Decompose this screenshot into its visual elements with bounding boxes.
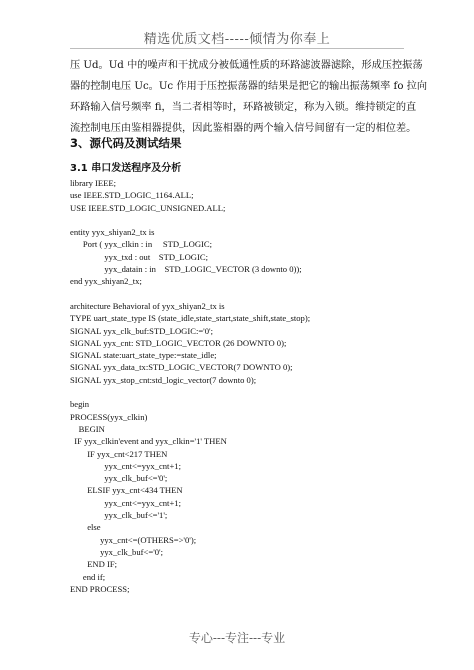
code-line: yyx_txd : out STD_LOGIC; <box>70 251 208 262</box>
code-line: SIGNAL yyx_stop_cnt:std_logic_vector(7 downto 0); <box>70 374 257 385</box>
code-line: PROCESS(yyx_clkin) <box>70 411 148 422</box>
code-line: yyx_cnt<=yyx_cnt+1; <box>70 497 181 508</box>
code-line: begin <box>70 399 90 410</box>
code-line: SIGNAL yyx_cnt: STD_LOGIC_VECTOR (26 DOWNTO 0); <box>70 337 287 348</box>
page-footer: 专心---专注---专业 <box>188 631 286 645</box>
paragraph-line: 环路输入信号频率 fi，当二者相等时，环路被锁定，称为入锁。维持锁定的直 <box>70 102 417 113</box>
code-line <box>70 386 410 398</box>
code-line: yyx_clk_buf<='0'; <box>70 546 163 557</box>
code-line: ELSIF yyx_cnt<434 THEN <box>70 485 183 496</box>
code-line: yyx_clk_buf<='0'; <box>70 473 168 484</box>
section-heading: 3、源代码及测试结果 <box>70 136 182 150</box>
code-line: architecture Behavioral of yyx_shiyan2_tx is <box>70 300 225 311</box>
code-line: SIGNAL yyx_clk_buf:STD_LOGIC:='0'; <box>70 325 213 336</box>
code-line: SIGNAL yyx_data_tx:STD_LOGIC_VECTOR(7 DOWNTO 0); <box>70 362 293 373</box>
code-line: Port ( yyx_clkin : in STD_LOGIC; <box>70 239 213 250</box>
paragraph-line: 器的控制电压 Uc。Uc 作用于压控振荡器的结果是把它的输出振荡频率 fo 拉向 <box>70 81 428 92</box>
code-line: BEGIN <box>70 423 105 434</box>
code-line: yyx_cnt<=(OTHERS=>'0'); <box>70 534 197 545</box>
code-line: END IF; <box>70 559 118 570</box>
header-divider <box>70 48 404 49</box>
code-line: IF yyx_clkin'event and yyx_clkin='1' THEN <box>70 436 227 447</box>
code-line: use IEEE.STD_LOGIC_1164.ALL; <box>70 190 194 201</box>
code-line: yyx_datain : in STD_LOGIC_VECTOR (3 downto 0)); <box>70 264 302 275</box>
code-line: else <box>70 522 101 533</box>
code-line: IF yyx_cnt<217 THEN <box>70 448 168 459</box>
code-line: yyx_cnt<=yyx_cnt+1; <box>70 460 181 471</box>
code-line: end yyx_shiyan2_tx; <box>70 276 142 287</box>
code-line: SIGNAL state:uart_state_type:=state_idle; <box>70 350 217 361</box>
code-line <box>70 214 410 226</box>
paragraph-line: 流控制电压由鉴相器提供，因此鉴相器的两个输入信号间留有一定的相位差。 <box>70 123 417 134</box>
code-line <box>70 288 410 300</box>
body-paragraph <box>70 55 428 139</box>
code-line: entity yyx_shiyan2_tx is <box>70 227 155 238</box>
code-line: END PROCESS; <box>70 583 130 594</box>
code-block <box>70 177 410 595</box>
paragraph-line: 压 Ud。Ud 中的噪声和干扰成分被低通性质的环路滤波器滤除，形成压控振荡 <box>70 60 423 71</box>
code-line: end if; <box>70 571 106 582</box>
code-line: TYPE uart_state_type IS (state_idle,state_start,state_shift,state_stop); <box>70 313 311 324</box>
code-line: USE IEEE.STD_LOGIC_UNSIGNED.ALL; <box>70 202 226 213</box>
code-line: library IEEE; <box>70 178 117 188</box>
subsection-heading: 3.1 串口发送程序及分析 <box>70 163 182 174</box>
code-line: yyx_clk_buf<='1'; <box>70 510 168 521</box>
page-header: 精选优质文档-----倾情为你奉上 <box>143 32 331 47</box>
